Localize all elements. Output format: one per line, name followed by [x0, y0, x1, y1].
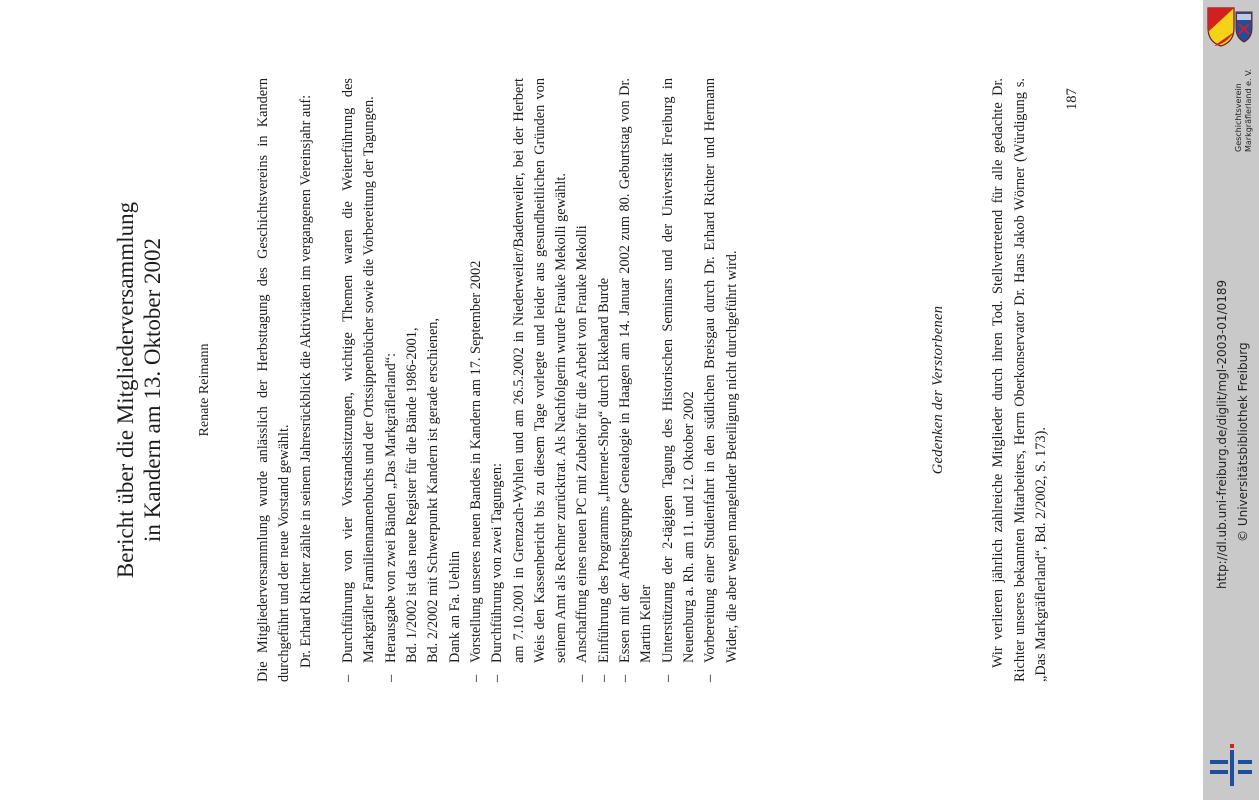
activity-item — [700, 78, 743, 682]
library-logo-icon — [1210, 742, 1252, 792]
closing-text: Wir verlieren jährlich zahlreiche Mitglieder durch ihren Tod. Stellvertretend für alle gedachte Dr. Richter unseres bekannten Mitarbeiters, Herrn Oberkonservator Dr. Hans Jakob Wörner (Würdigung s. „Das Markgräflerland“, Bd. 2/2002, S. 173). — [990, 78, 1049, 682]
list-dash: – — [382, 674, 399, 682]
title-line-1: Bericht über die Mitgliederversammlung — [113, 201, 138, 579]
article-title — [112, 50, 166, 730]
activity-line: Bd. 1/2002 ist das neue Register für die Bände 1986-2001, — [404, 327, 421, 663]
section-heading: Gedenken der Verstorbenen — [930, 305, 946, 475]
activity-item — [615, 78, 658, 682]
society-name-line-2: Markgräflerland e. V. — [1244, 68, 1253, 152]
activity-line: Durchführung von zwei Tagungen: — [489, 462, 506, 663]
list-dash: – — [467, 674, 484, 682]
activity-item — [594, 78, 615, 682]
activity-line: Anschaffung eines neuen PC mit Zubehör für die Arbeit von Frauke Mekolli — [574, 225, 591, 663]
copyright-notice: © Universitätsbibliothek Freiburg — [1236, 342, 1250, 542]
list-dash: – — [659, 674, 676, 682]
closing-paragraph — [974, 78, 1066, 682]
activity-item — [466, 78, 487, 682]
activity-line: Einführung des Programms „Internet-Shop“ durch Ekkehard Burde — [595, 277, 612, 663]
activity-line: Durchführung von vier Vorstandssitzungen, wichtige Themen waren die Weiterführung des Markgräfler Familiennamenbuchs und der Ortssippenbücher sowie die Vorbereitung der Tagungen. — [340, 78, 378, 663]
activity-item — [572, 78, 593, 682]
coat-of-arms-icon — [1206, 6, 1254, 48]
list-dash: – — [617, 674, 634, 682]
list-dash: – — [702, 674, 719, 682]
activity-line: Unterstützung der 2-tägigen Tagung des Historischen Seminars und der Universität Freiburg in Neuenburg a. Rh. am 11. und 12. Oktober 2002 — [659, 78, 697, 663]
author-name: Renate Reimann — [197, 343, 212, 437]
list-dash: – — [595, 674, 612, 682]
activity-item — [338, 78, 381, 682]
intro-paragraph-2: Dr. Erhard Richter zählte in seinem Jahresrückblick die Aktivitäten im vergangenen Vereinsjahr auf: — [297, 94, 314, 668]
activity-item — [381, 78, 466, 682]
activity-line: am 7.10.2001 in Grenzach-Wyhlen und am 26.5.2002 in Niederweiler/Badenweiler, bei der Herbert Weis den Kassenbericht bis zu diesem Tage vorlegte und leider aus gesundheitlichen Gründen von seinem Amt als Rechner zurücktrat. Als Nachfolgerin wurde Frauke Mekolli gewählt. — [510, 78, 570, 663]
article-body — [253, 78, 743, 682]
list-dash: – — [340, 674, 357, 682]
activity-item — [658, 78, 701, 682]
page-number: 187 — [1064, 88, 1080, 110]
activity-list — [338, 78, 743, 682]
society-name-line-1: Geschichtsverein — [1234, 83, 1243, 152]
activity-line: Essen mit der Arbeitsgruppe Genealogie in Haagen am 14. Januar 2002 zum 80. Geburtstag von Dr. Martin Keller — [617, 78, 655, 663]
activity-line: Bd. 2/2002 mit Schwerpunkt Kandern ist gerade erschienen, — [425, 317, 442, 663]
title-line-2: in Kandern am 13. Oktober 2002 — [140, 237, 165, 543]
activity-line: Vorstellung unseres neuen Bandes in Kandern am 17. September 2002 — [467, 260, 484, 663]
activity-item — [487, 78, 572, 682]
document-url-link[interactable]: http://dl.ub.uni-freiburg.de/diglit/mgl-2003-01/0189 — [1215, 279, 1229, 589]
activity-line: Vorbereitung einer Studienfahrt in den südlichen Breisgau durch Dr. Erhard Richter und Hermann Wider, die aber wegen mangelnder Beteiligung nicht durchgeführt wird. — [702, 78, 740, 663]
list-dash: – — [489, 674, 506, 682]
activity-line: Dank an Fa. Uehlin — [446, 551, 463, 663]
list-dash: – — [574, 674, 591, 682]
activity-line: Herausgabe von zwei Bänden „Das Markgräflerland“: — [382, 352, 399, 663]
intro-paragraph-1: Die Mitgliederversammlung wurde anlässlich der Herbsttagung des Geschichtsvereins in Kandern durchgeführt und der neue Vorstand gewählt. — [255, 78, 293, 682]
